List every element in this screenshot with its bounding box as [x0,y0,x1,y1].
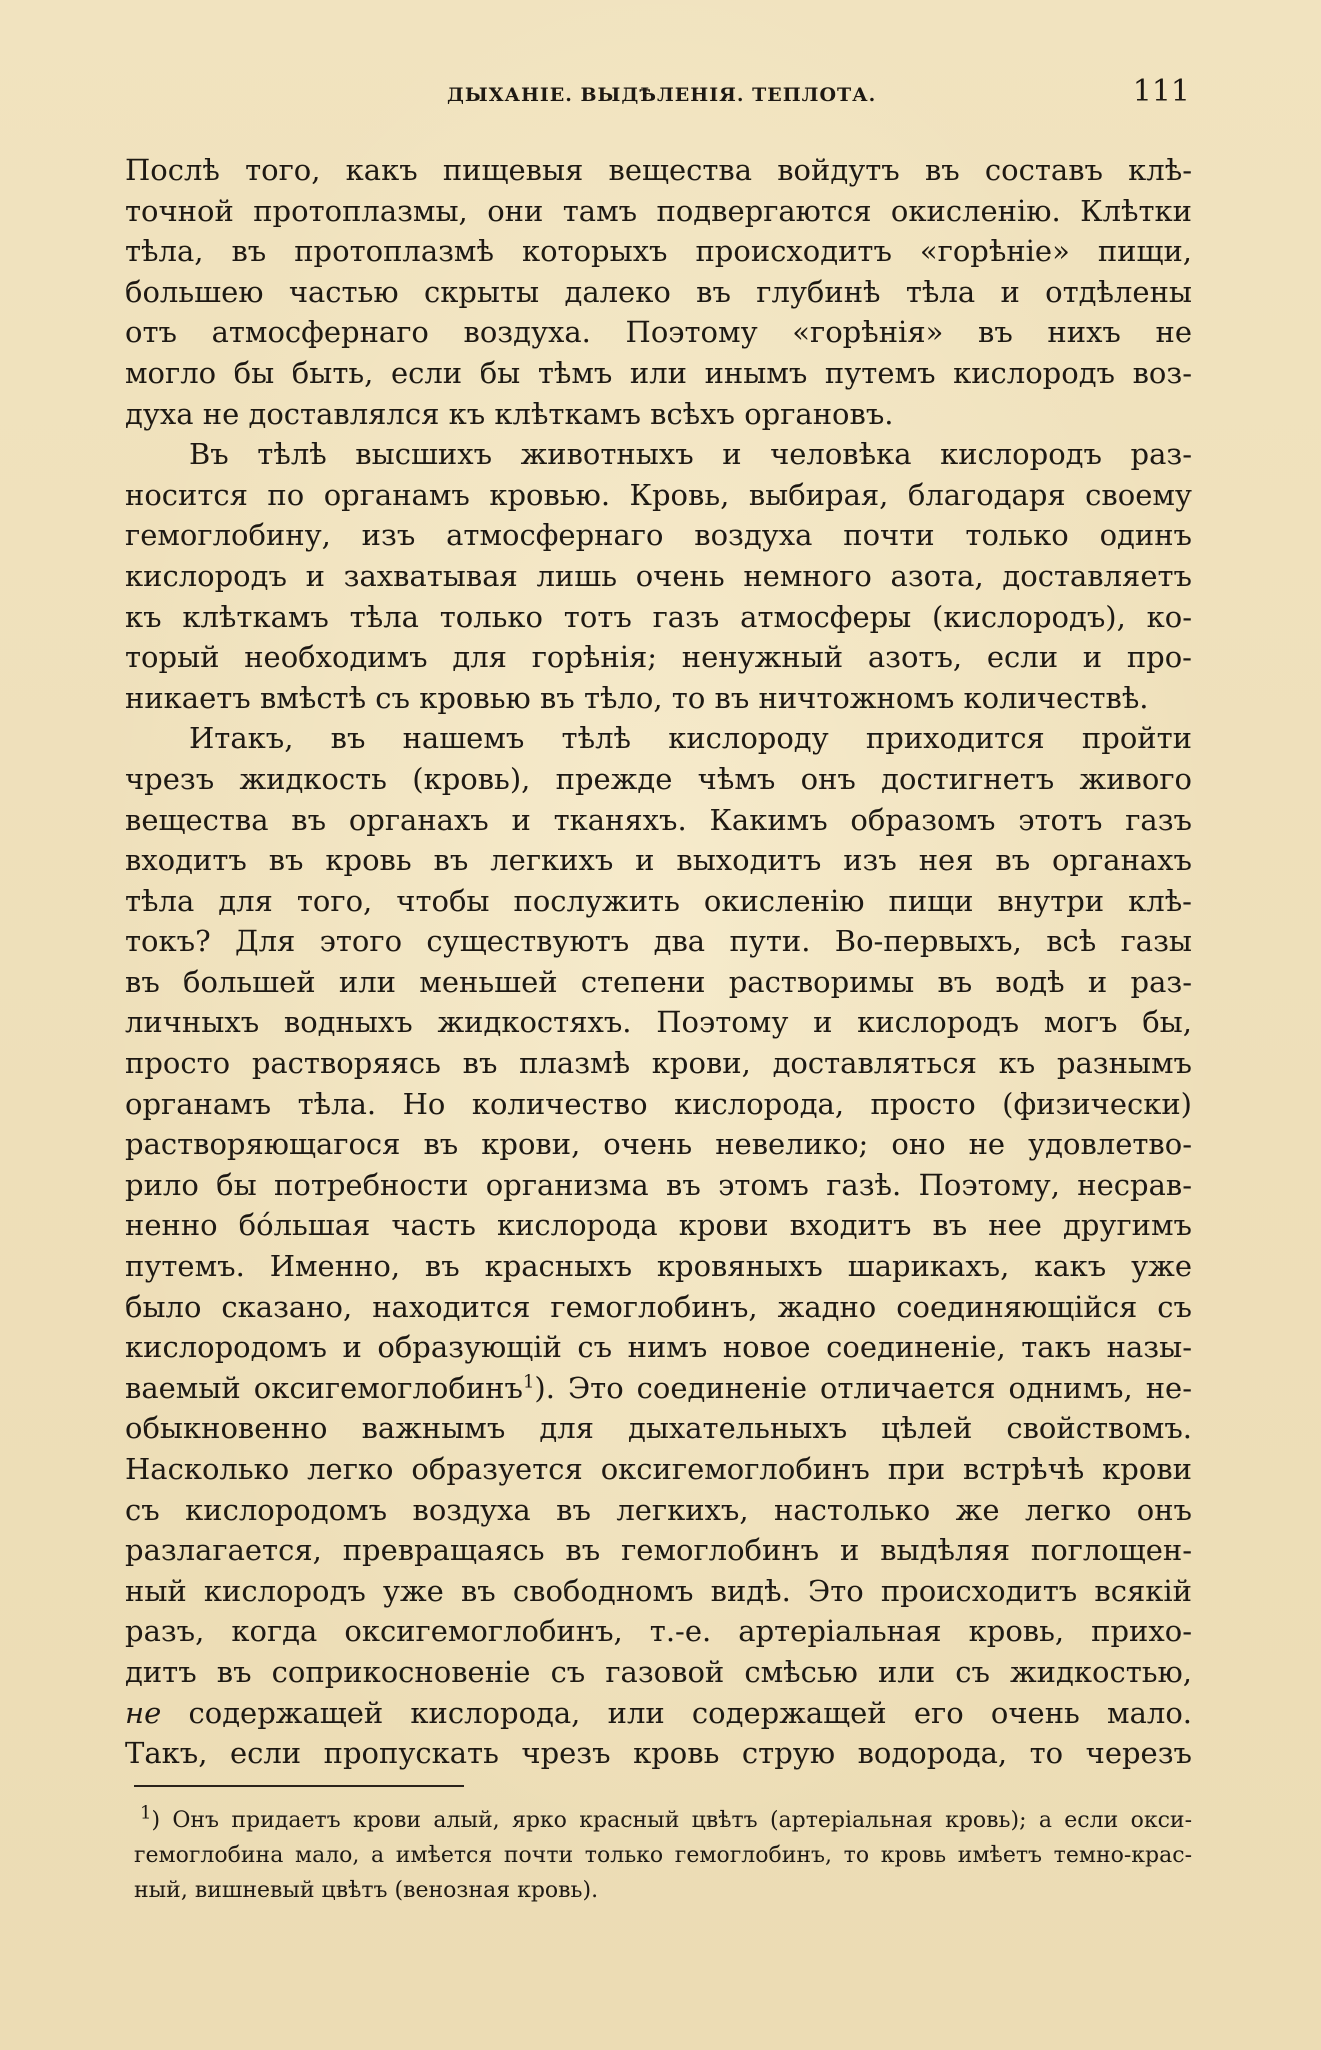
footnote-line-rest: ) Онъ придаетъ крови алый, ярко красный цвѣтъ (артеріальная кровь); а если окси- [151,1808,1192,1833]
text-line: Послѣ того, какъ пищевыя вещества войдутъ въ составъ клѣ- [125,153,1192,187]
text-line: носится по органамъ кровью. Кровь, выбирая, благодаря своему [125,477,1192,512]
body-text [125,150,1192,1774]
footnote-line: гемоглобина мало, а имѣется почти только гемоглобинъ, то кровь имѣетъ темно-крас- [134,1843,1192,1868]
line-start: ваемый оксигемоглобинъ [125,1370,523,1405]
paragraph-start-line: Итакъ, въ нашемъ тѣлѣ кислороду приходится пройти [189,721,1192,756]
text-line: входитъ въ кровь въ легкихъ и выходитъ изъ нея въ органахъ [125,843,1192,878]
text-line: никаетъ вмѣстѣ съ кровью въ тѣло, то въ ничтожномъ количествѣ. [125,680,1149,715]
text-line: кислородъ и захватывая лишь очень немного азота, доставляетъ [125,558,1192,593]
text-line: личныхъ водныхъ жидкостяхъ. Поэтому и кислородъ могъ бы, [125,1005,1192,1040]
text-line: къ клѣткамъ тѣла только тотъ газъ атмосферы (кислородъ), ко- [125,599,1192,634]
footnote-ref: 1 [522,1371,535,1393]
italic-word: не [125,1695,162,1730]
text-line: чрезъ жидкость (кровь), прежде чѣмъ онъ достигнетъ живого [125,761,1192,796]
text-line: дитъ въ соприкосновеніе съ газовой смѣсью или съ жидкостью, [125,1654,1192,1689]
text-line: торый необходимъ для горѣнія; ненужный азотъ, если и про- [125,640,1192,675]
text-line: просто растворяясь въ плазмѣ крови, доставляться къ разнымъ [125,1046,1192,1081]
text-line: отъ атмосфернаго воздуха. Поэтому «горѣнія» въ нихъ не [125,315,1192,350]
footnote-rule [134,1785,464,1787]
text-line: духа не доставлялся къ клѣткамъ всѣхъ органовъ. [125,396,894,431]
footnote-line [134,1803,1192,1838]
text-line: съ кислородомъ воздуха въ легкихъ, настолько же легко онъ [125,1492,1192,1527]
text-line: обыкновенно важнымъ для дыхательныхъ цѣлей свойствомъ. [125,1411,1192,1446]
page-header [125,70,1190,116]
text-line: было сказано, находится гемоглобинъ, жадно соединяющійся съ [125,1289,1192,1324]
text-line: ный кислородъ уже въ свободномъ видѣ. Это происходитъ всякій [125,1573,1192,1608]
line-rest: содержащей кислорода, или содержащей его очень мало. [188,1695,1192,1730]
text-line: путемъ. Именно, въ красныхъ кровяныхъ шарикахъ, какъ уже [125,1249,1192,1284]
paragraph-start-line: Въ тѣлѣ высшихъ животныхъ и человѣка кислородъ раз- [189,437,1192,472]
text-line: тѣла, въ протоплазмѣ которыхъ происходитъ «горѣніе» пищи, [125,234,1192,269]
text-line: ненно бо́льшая часть кислорода крови входитъ въ нее другимъ [125,1208,1192,1243]
text-line-with-italic [125,1693,1192,1734]
text-line: Такъ, если пропускать чрезъ кровь струю водорода, то черезъ [125,1736,1192,1771]
text-line: тѣла для того, чтобы послужить окисленію пищи внутри клѣ- [125,883,1192,918]
text-line: растворяющагося въ крови, очень невелико; оно не удовлетво- [125,1127,1192,1162]
text-line: точной протоплазмы, они тамъ подвергаются окисленію. Клѣтки [125,193,1192,228]
line-end: ). Это соединеніе отличается однимъ, не- [534,1370,1192,1405]
text-line: разлагается, превращаясь въ гемоглобинъ и выдѣляя поглощен- [125,1533,1192,1568]
page-number: 111 [1132,74,1190,109]
footnote [134,1803,1192,1908]
text-line: органамъ тѣла. Но количество кислорода, просто (физически) [125,1086,1192,1121]
text-line: кислородомъ и образующій съ нимъ новое соединеніе, такъ назы- [125,1330,1192,1365]
text-line: въ большей или меньшей степени растворимы въ водѣ и раз- [125,964,1192,999]
text-line: разъ, когда оксигемоглобинъ, т.-е. артеріальная кровь, прихо- [125,1614,1192,1649]
text-line: токъ? Для этого существуютъ два пути. Во-первыхъ, всѣ газы [125,924,1192,959]
text-line-with-footnote-ref [125,1368,1192,1409]
text-line: могло бы быть, если бы тѣмъ или инымъ путемъ кислородъ воз- [125,355,1192,390]
footnote-marker: 1 [140,1802,152,1824]
text-line: Насколько легко образуется оксигемоглобинъ при встрѣчѣ крови [125,1452,1192,1486]
text-line: рило бы потребности организма въ этомъ газѣ. Поэтому, несрав- [125,1167,1192,1202]
text-line: вещества въ органахъ и тканяхъ. Какимъ образомъ этотъ газъ [125,802,1192,837]
text-line: большею частью скрыты далеко въ глубинѣ тѣла и отдѣлены [125,274,1192,309]
footnote-line: ный, вишневый цвѣтъ (венозная кровь). [134,1878,599,1903]
text-line: гемоглобину, изъ атмосфернаго воздуха почти только одинъ [125,518,1192,553]
running-title: ДЫХАНІЕ. ВЫДѢЛЕНІЯ. ТЕПЛОТА. [447,84,877,106]
